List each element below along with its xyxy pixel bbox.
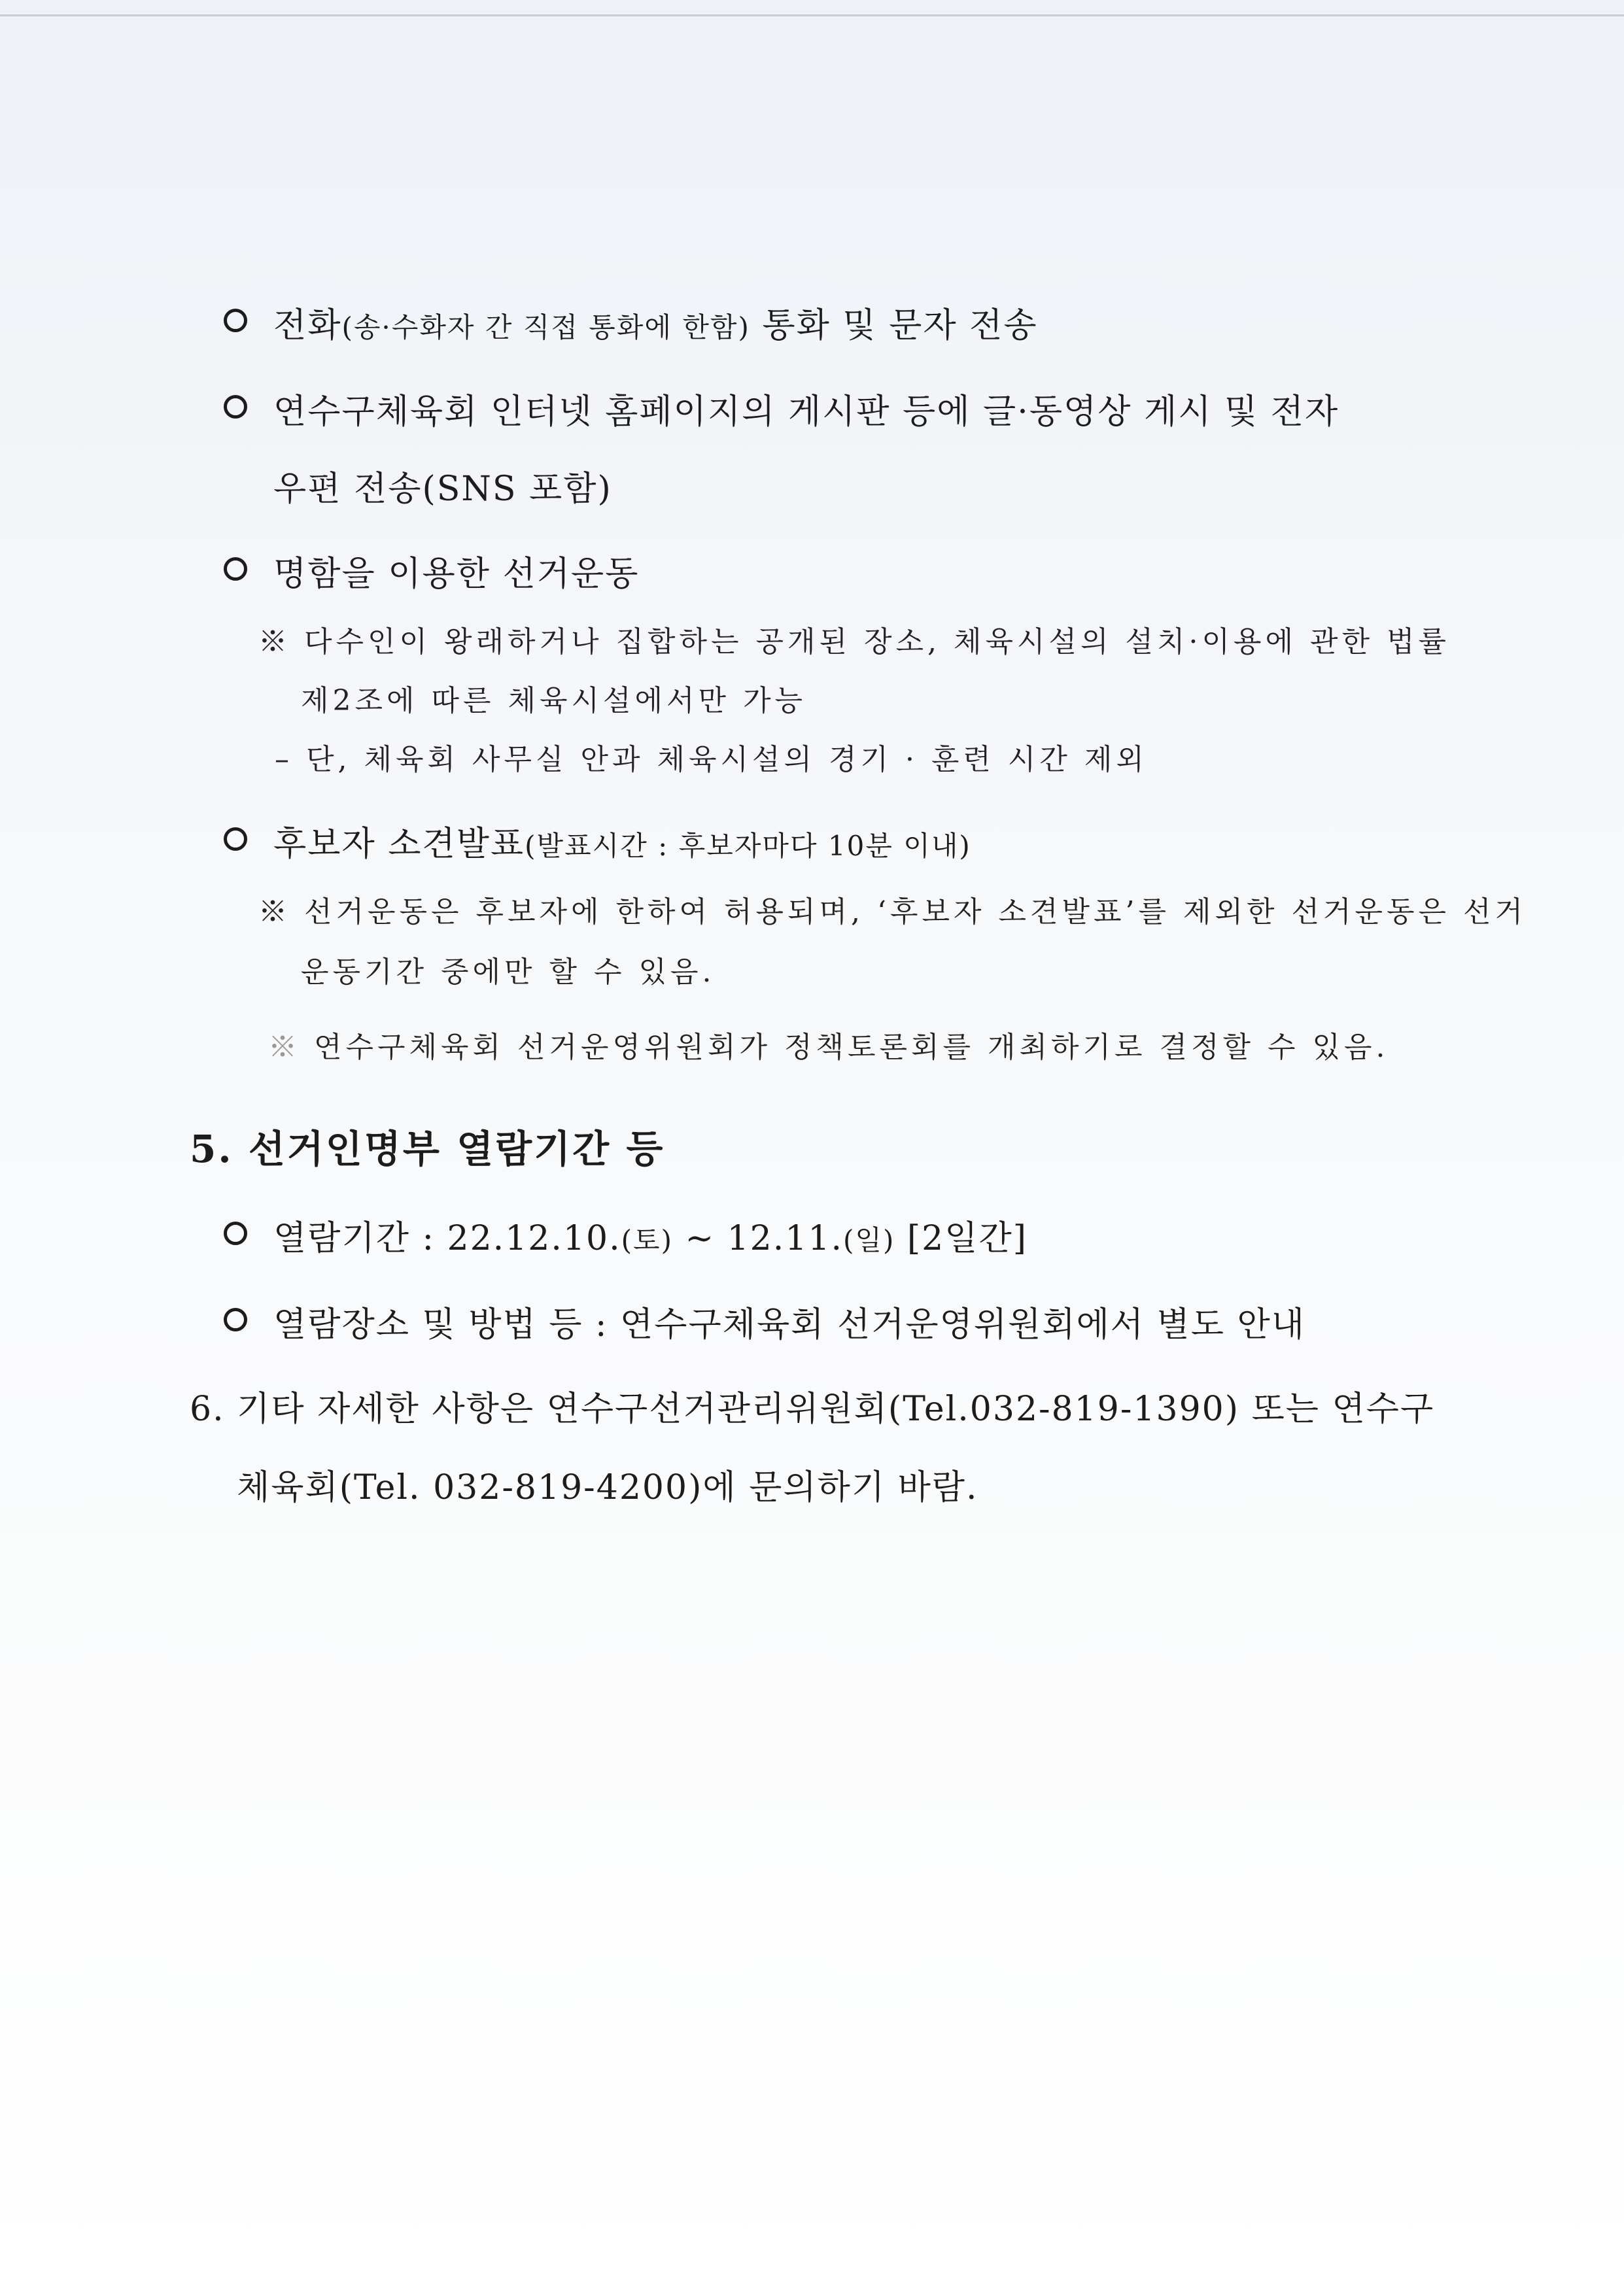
contact-item-homepage-line2: 우편 전송(SNS 포함) xyxy=(273,470,612,509)
bullet-circle-icon xyxy=(224,1222,247,1245)
section5-title: 5. 선거인명부 열람기간 등 xyxy=(190,1127,665,1171)
contact-item-speech-paren: (발표시간 : 후보자마다 10분 이내) xyxy=(525,830,971,862)
business-card-note-line1: ※ 다수인이 왕래하거나 집합하는 공개된 장소, 체육시설의 설치·이용에 관한 법률 xyxy=(258,625,1450,659)
section5-item-place: 열람장소 및 방법 등 : 연수구체육회 선거운영위원회에서 별도 안내 xyxy=(273,1305,1306,1345)
contact-item-homepage-line1: 연수구체육회 인터넷 홈페이지의 게시판 등에 글·동영상 게시 및 전자 xyxy=(273,392,1339,432)
speech-note2-text: 연수구체육회 선거운영위원회가 정책토론회를 개최하기로 결정할 수 있음. xyxy=(314,1031,1389,1064)
contact-item-phone-lead: 전화 xyxy=(273,306,342,345)
speech-note2-mark: ※ xyxy=(268,1031,301,1064)
section6-line1: 6. 기타 자세한 사항은 연수구선거관리위원회(Tel.032-819-1390) 또는 연수구 xyxy=(190,1390,1435,1429)
period-day1: (토) xyxy=(621,1224,673,1256)
scan-edge-line xyxy=(0,14,1624,16)
bullet-circle-icon xyxy=(224,395,247,419)
business-card-note-line2: 제2조에 따른 체육시설에서만 가능 xyxy=(301,684,807,717)
bullet-circle-icon xyxy=(224,557,247,581)
business-card-note-line3: – 단, 체육회 사무실 안과 체육시설의 경기 · 훈련 시간 제외 xyxy=(275,743,1148,776)
contact-item-speech-lead: 후보자 소견발표 xyxy=(273,825,525,864)
period-label: 열람기간 : 22.12.10. xyxy=(273,1219,621,1258)
period-tail: [2일간] xyxy=(895,1219,1028,1258)
section5-item-period xyxy=(273,1210,1028,1259)
speech-note1-line2: 운동기간 중에만 할 수 있음. xyxy=(301,955,716,989)
bullet-circle-icon xyxy=(224,1308,247,1331)
bullet-circle-icon xyxy=(224,309,247,332)
period-mid: ~ 12.11. xyxy=(672,1219,843,1258)
speech-note2 xyxy=(268,1023,1389,1065)
contact-item-phone xyxy=(273,298,1038,347)
contact-item-phone-tail: 통화 및 문자 전송 xyxy=(750,306,1038,345)
period-day2: (일) xyxy=(842,1224,895,1256)
bullet-circle-icon xyxy=(224,827,247,851)
contact-item-phone-paren: (송·수화자 간 직접 통화에 한함) xyxy=(341,311,750,343)
speech-note1-line1: ※ 선거운동은 후보자에 한하여 허용되며, ‘후보자 소견발표’를 제외한 선거운동은 선거 xyxy=(258,895,1527,929)
contact-item-business-card: 명함을 이용한 선거운동 xyxy=(273,555,640,594)
section6-line2: 체육회(Tel. 032-819-4200)에 문의하기 바람. xyxy=(237,1468,978,1507)
contact-item-speech xyxy=(273,816,971,865)
